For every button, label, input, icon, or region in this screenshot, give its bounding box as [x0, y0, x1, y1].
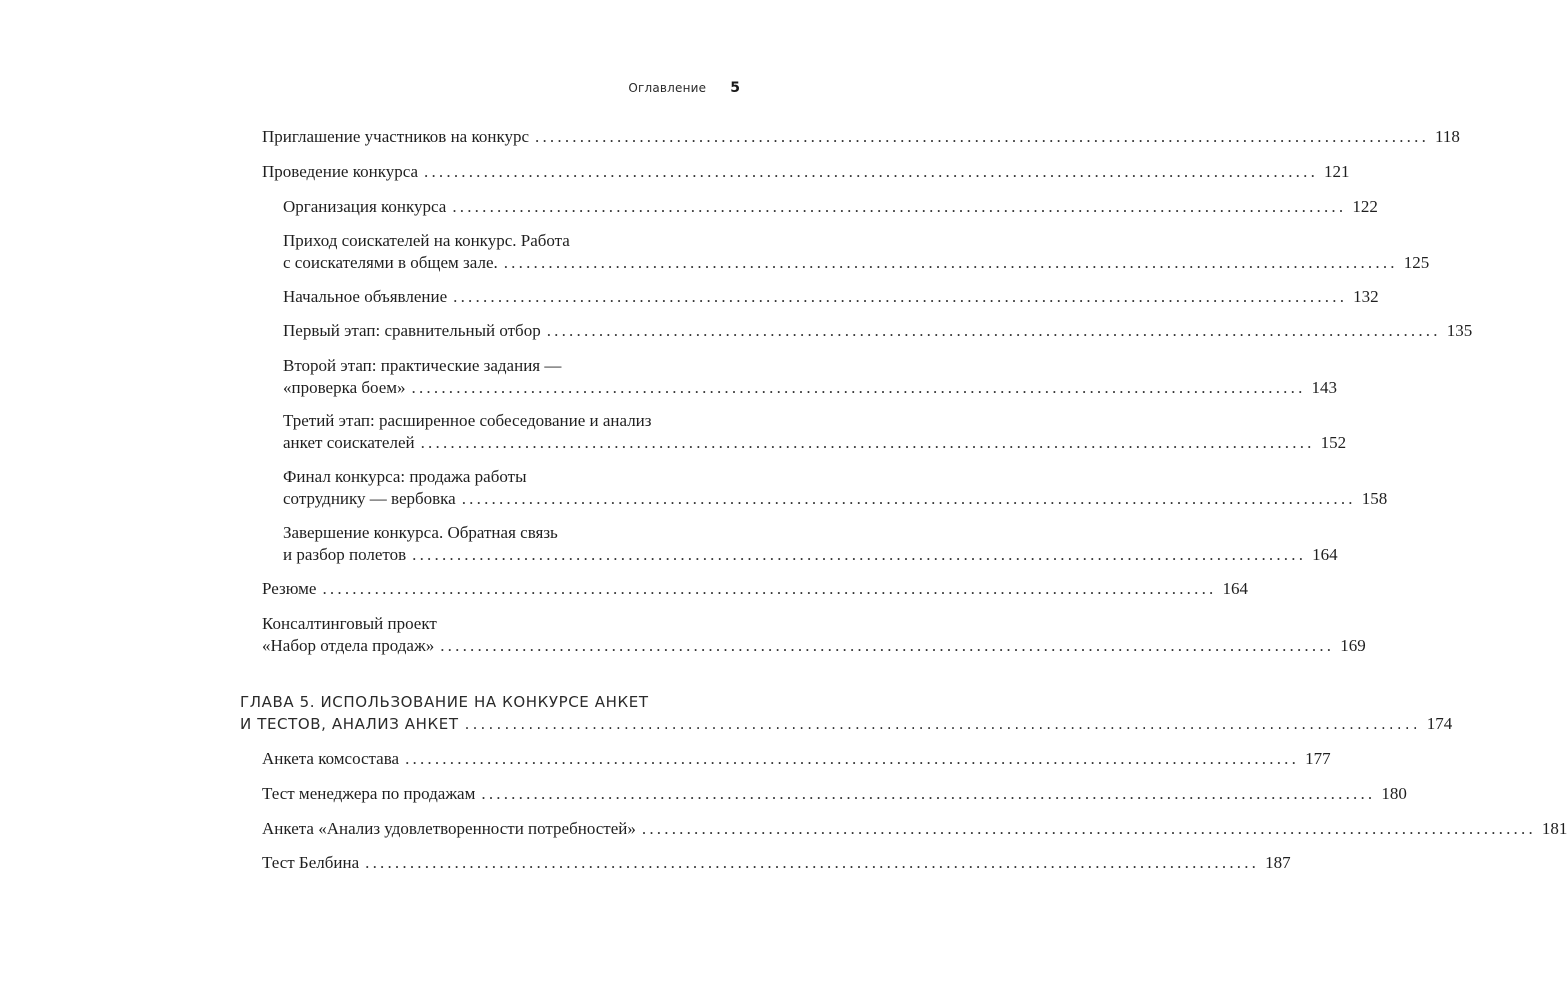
running-head-title: Оглавление	[628, 81, 707, 95]
toc-entry	[283, 522, 1338, 566]
toc-entry-title-line: Финал конкурса: продажа работы	[283, 467, 527, 486]
toc-entry	[283, 196, 1378, 218]
toc-entry	[262, 578, 1248, 600]
toc-entry-page: 152	[1320, 433, 1347, 452]
toc-entry-page: 122	[1352, 197, 1378, 216]
toc-entry-page: 187	[1265, 853, 1291, 872]
toc-entry	[262, 818, 1567, 840]
running-head-page-number: 5	[730, 80, 740, 96]
dot-leader: ........................................................................................................................	[546, 321, 1441, 340]
toc-entry	[283, 355, 1338, 399]
toc-entry-title: «проверка боем»	[283, 378, 406, 397]
toc-chapter-entry	[240, 691, 1453, 735]
dot-leader: ........................................................................................................................	[411, 378, 1306, 397]
toc-entry-title: Приглашение участников на конкурс	[262, 127, 530, 146]
toc-entry-title: Организация конкурса	[283, 197, 447, 216]
toc-entry-page: 125	[1403, 253, 1430, 272]
dot-leader: ........................................................................................................................	[322, 579, 1217, 598]
toc-entry	[262, 126, 1460, 148]
toc-entry-title: Анкета комсостава	[262, 749, 400, 768]
toc-entry	[283, 320, 1473, 342]
toc-entry-title: Проведение конкурса	[262, 162, 419, 181]
toc-entry-page: 135	[1446, 321, 1473, 340]
dot-leader: ........................................................................................................................	[453, 287, 1348, 306]
toc-entry-title-line: Завершение конкурса. Обратная связь	[283, 523, 558, 542]
toc-entry	[262, 613, 1366, 657]
toc-entry-title: Резюме	[262, 579, 317, 598]
toc-chapter-title: И ТЕСТОВ, АНАЛИЗ АНКЕТ	[240, 715, 459, 733]
dot-leader: ........................................................................................................................	[535, 127, 1430, 146]
toc-entry-title: анкет соискателей	[283, 433, 415, 452]
toc-entry-title-line: Консалтинговый проект	[262, 614, 437, 633]
toc-entry	[283, 466, 1388, 510]
dot-leader: ........................................................................................................................	[420, 433, 1315, 452]
toc-entry-title: Анкета «Анализ удовлетворенности потребностей»	[262, 819, 636, 838]
toc-entry-page: 118	[1435, 127, 1460, 146]
toc-entry-page: 121	[1324, 162, 1350, 181]
toc-entry-title: Начальное объявление	[283, 287, 448, 306]
dot-leader: ........................................................................................................................	[424, 162, 1319, 181]
toc-entry-page: 158	[1361, 489, 1388, 508]
toc-entry	[262, 161, 1350, 183]
toc-entry-page: 180	[1381, 784, 1407, 803]
dot-leader: ........................................................................................................................	[464, 715, 1421, 733]
toc-entry-title: сотруднику — вербовка	[283, 489, 456, 508]
toc-entry-page: 164	[1222, 579, 1248, 598]
dot-leader: ........................................................................................................................	[405, 749, 1300, 768]
dot-leader: ........................................................................................................................	[365, 853, 1260, 872]
toc-entry	[262, 852, 1291, 874]
dot-leader: ........................................................................................................................	[461, 489, 1356, 508]
toc-entry-title: Первый этап: сравнительный отбор	[283, 321, 541, 340]
toc-entry-title: Тест Белбина	[262, 853, 360, 872]
dot-leader: ........................................................................................................................	[440, 636, 1335, 655]
dot-leader: ........................................................................................................................	[503, 253, 1398, 272]
toc-entry-title: с соискателями в общем зале.	[283, 253, 498, 272]
dot-leader: ........................................................................................................................	[412, 545, 1307, 564]
toc-entry	[283, 230, 1430, 274]
toc-entry	[283, 410, 1347, 454]
dot-leader: ........................................................................................................................	[452, 197, 1347, 216]
toc-chapter-title-line: ГЛАВА 5. ИСПОЛЬЗОВАНИЕ НА КОНКУРСЕ АНКЕТ	[240, 693, 649, 711]
toc-entry-page: 174	[1426, 714, 1453, 733]
toc-entry-page: 177	[1305, 749, 1331, 768]
toc-entry-title: и разбор полетов	[283, 545, 407, 564]
toc-entry	[262, 783, 1407, 805]
dot-leader: ........................................................................................................................	[481, 784, 1376, 803]
dot-leader: ........................................................................................................................	[641, 819, 1536, 838]
toc-entry-title-line: Приход соискателей на конкурс. Работа	[283, 231, 570, 250]
toc-entry-page: 143	[1311, 378, 1338, 397]
toc-entry-title-line: Второй этап: практические задания —	[283, 356, 562, 375]
toc-entry-title: Тест менеджера по продажам	[262, 784, 476, 803]
toc-entry-title: «Набор отдела продаж»	[262, 636, 435, 655]
toc-entry-page: 164	[1312, 545, 1338, 564]
toc-entry	[283, 286, 1379, 308]
toc-entry-page: 181	[1541, 819, 1567, 838]
toc-entry	[262, 748, 1331, 770]
toc-entry-title-line: Третий этап: расширенное собеседование и анализ	[283, 411, 652, 430]
toc-entry-page: 169	[1340, 636, 1366, 655]
toc-entry-page: 132	[1353, 287, 1379, 306]
